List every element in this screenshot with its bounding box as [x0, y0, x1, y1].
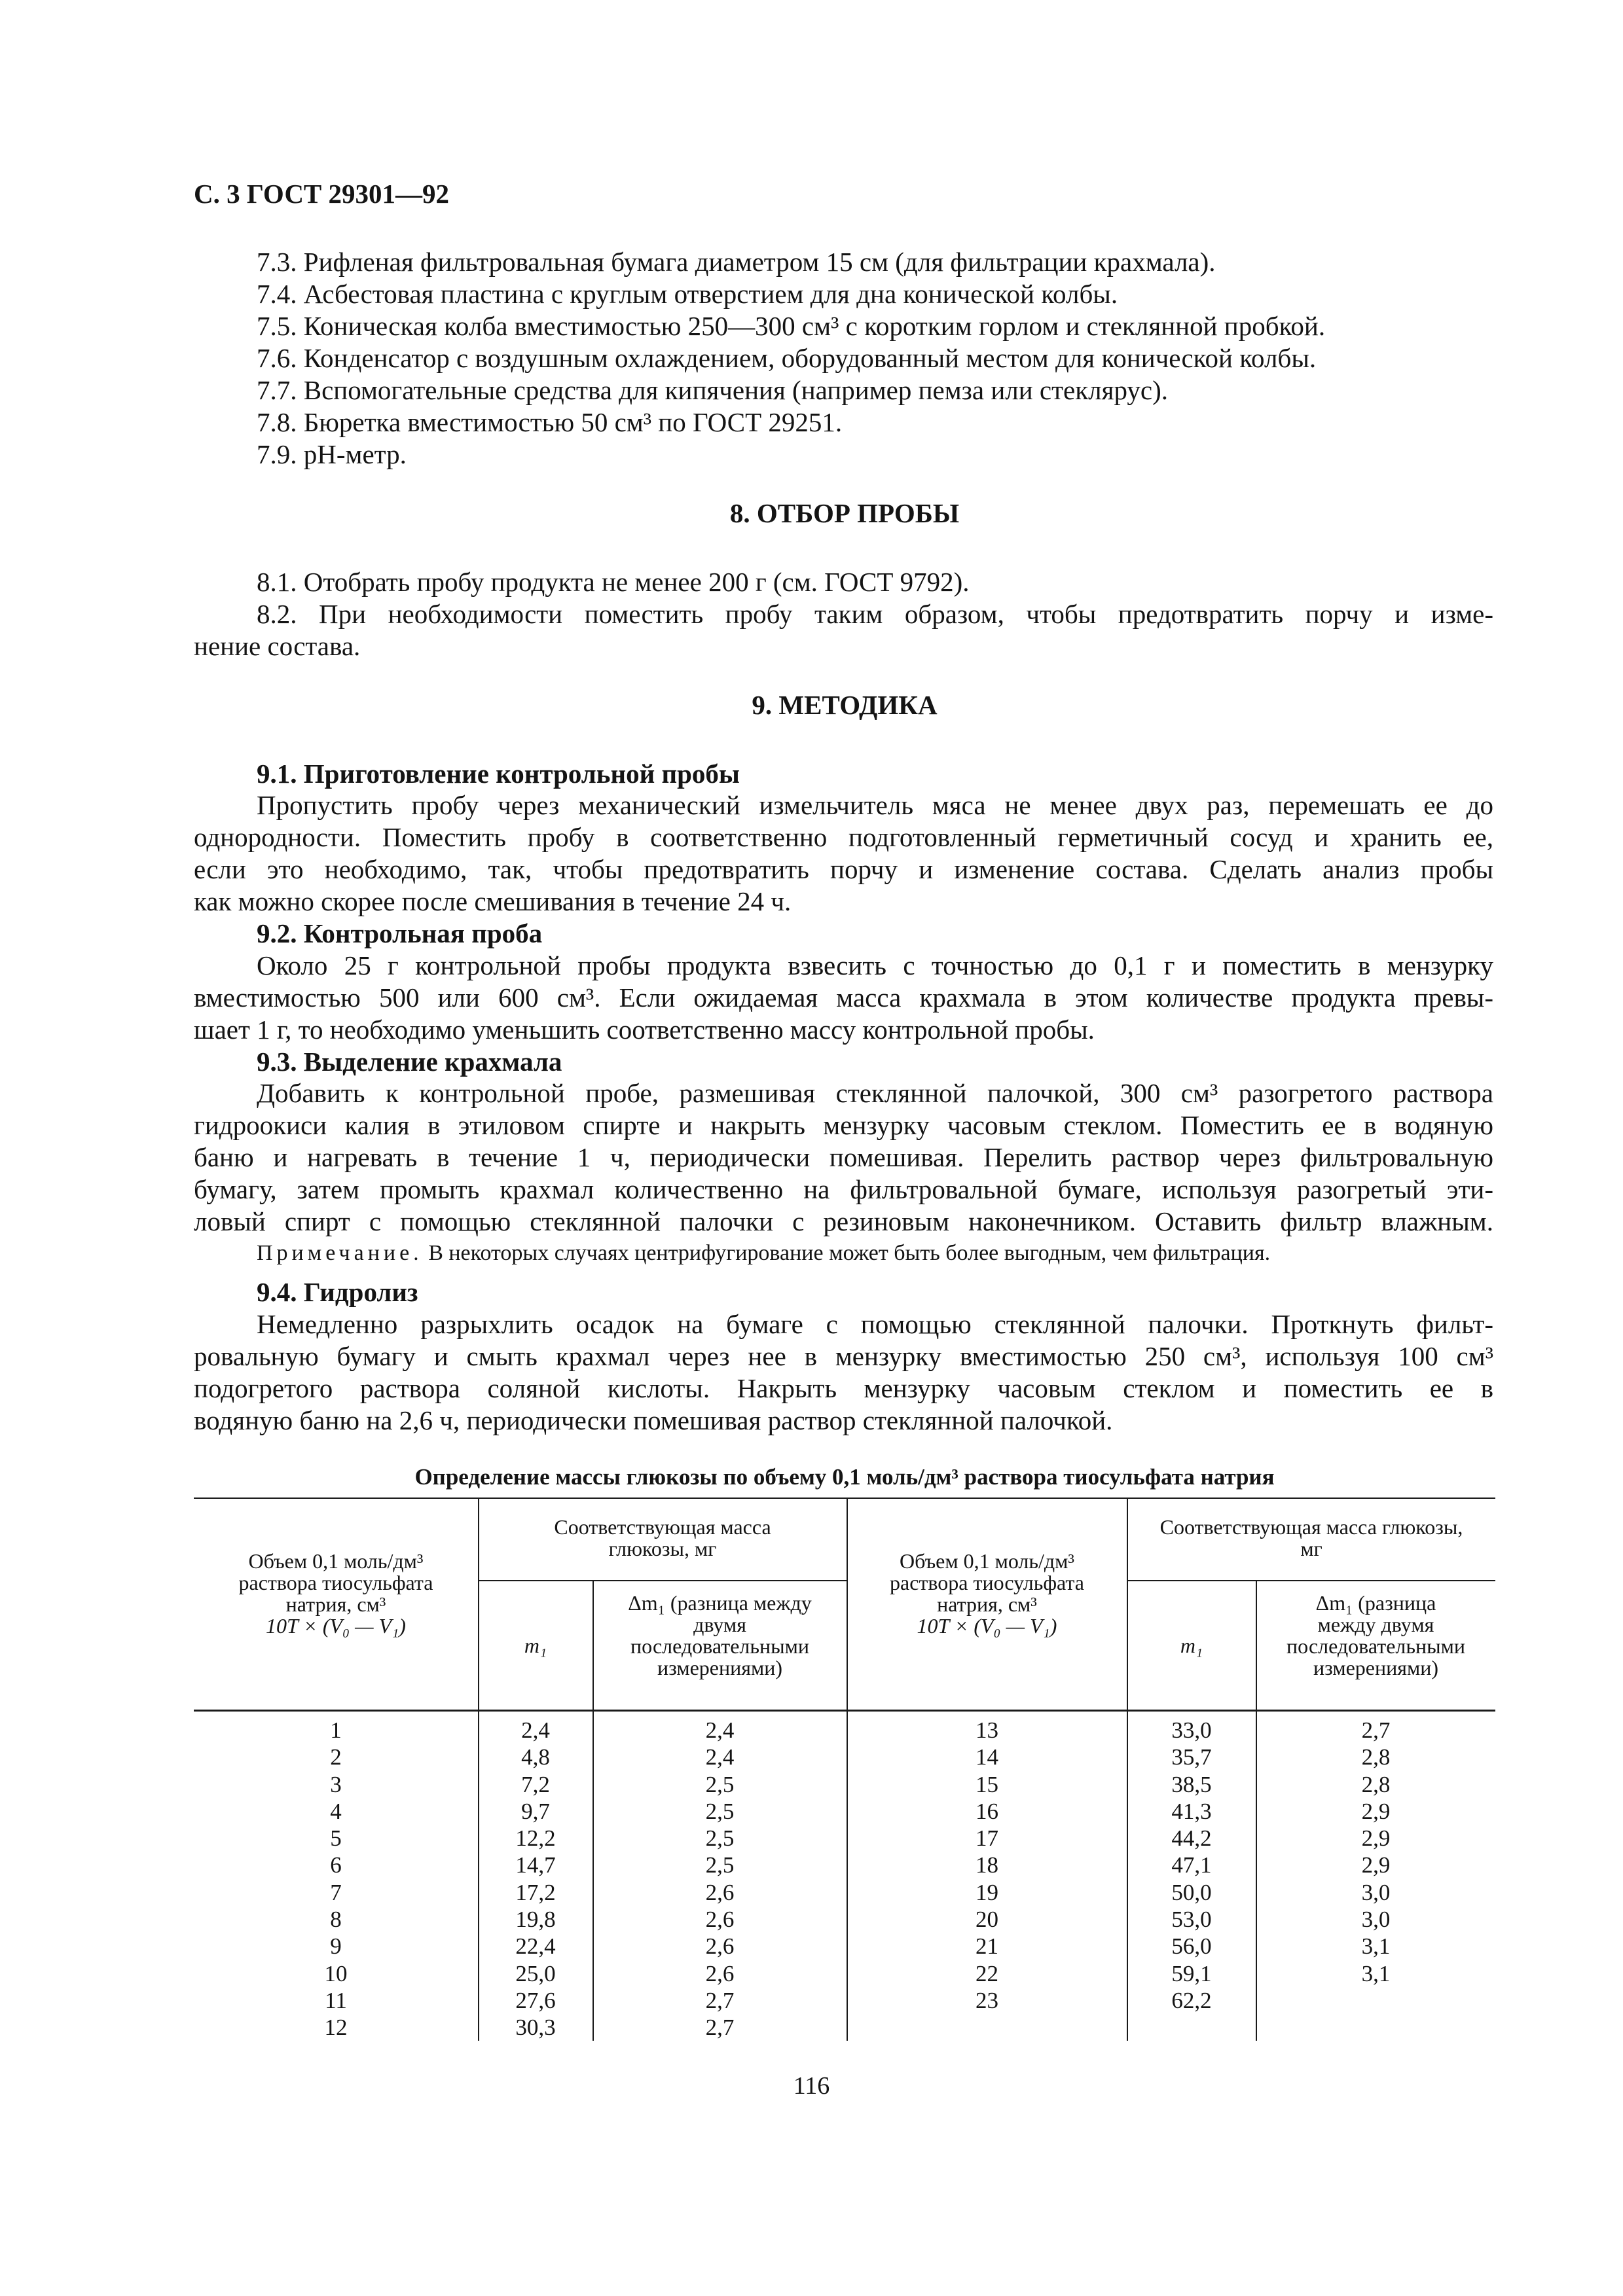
- header-volume-right: Объем 0,1 моль/дм³ раствора тиосульфата натрия, см³ 10T × (V₀ — V₁): [889, 1549, 1084, 1638]
- note: [257, 1241, 1270, 1266]
- table-subheader-rule-right: [1127, 1580, 1495, 1581]
- subsection-9-4-line: ровальную бумагу и смыть крахмал через нее в мензурку вместимостью 250 см³, используя 100 см³: [194, 1341, 1493, 1371]
- subsection-9-3-line: Добавить к контрольной пробе, размешивая стеклянной палочкой, 300 см³ разогретого раствора: [257, 1078, 1493, 1108]
- table-cell: 30,3: [515, 2015, 556, 2041]
- table-cell: 10: [324, 1960, 348, 1986]
- table-cell: 2,5: [705, 1771, 735, 1797]
- table-cell: 17: [976, 1825, 998, 1852]
- table-cell: 4,8: [521, 1744, 550, 1770]
- item-7-3: 7.3. Рифленая фильтровальная бумага диаметром 15 см (для фильтрации крахмала).: [257, 247, 1216, 277]
- table-cell: 1: [330, 1717, 342, 1743]
- table-cell: 19,8: [515, 1907, 556, 1933]
- table-cell: 41,3: [1171, 1798, 1212, 1824]
- note-text: В некоторых случаях центрифугирование может быть более выгодным, чем фильтрация.: [422, 1241, 1271, 1265]
- table-cell: 3,1: [1361, 1933, 1391, 1960]
- table-cell: 44,2: [1171, 1825, 1212, 1852]
- table-cell: 9,7: [521, 1798, 550, 1824]
- table-cell: 2,5: [705, 1825, 735, 1852]
- table-cell: 50,0: [1171, 1879, 1212, 1905]
- table-cell: 2,6: [705, 1907, 735, 1933]
- subsection-9-2-line: шает 1 г, то необходимо уменьшить соответственно массу контрольной пробы.: [194, 1014, 1095, 1045]
- section-8-2-line1: 8.2. При необходимости поместить пробу таким образом, чтобы предотвратить порчу и изме-: [257, 599, 1493, 629]
- table-subheader-rule-left: [479, 1580, 847, 1581]
- page-number: 116: [793, 2072, 830, 2100]
- table-cell: 2,5: [705, 1798, 735, 1824]
- table-cell: 3,0: [1361, 1907, 1391, 1933]
- table-cell: 4: [330, 1798, 342, 1824]
- subsection-9-4-line: подогретого раствора соляной кислоты. Накрыть мензурку часовым стеклом и поместить ее в: [194, 1373, 1493, 1403]
- table-cell: 59,1: [1171, 1960, 1212, 1986]
- item-7-9: 7.9. рН-метр.: [257, 439, 407, 469]
- subsection-9-3-line: баню и нагревать в течение 1 ч, периодически помешивая. Перелить раствор через фильтровальную: [194, 1142, 1493, 1172]
- header-mass-right: Соответствующая масса глюкозы, мг: [1159, 1515, 1463, 1560]
- header-dm1-right: Δm₁ (разница между двумя последовательными измерениями): [1286, 1591, 1465, 1679]
- item-7-6: 7.6. Конденсатор с воздушным охлаждением, оборудованный местом для конической колбы.: [257, 343, 1317, 373]
- table-caption: Определение массы глюкозы по объему 0,1 моль/дм³ раствора тиосульфата натрия: [414, 1464, 1275, 1490]
- table-cell: 2,4: [521, 1717, 550, 1743]
- table-cell: 33,0: [1171, 1717, 1212, 1743]
- table-cell: 21: [976, 1933, 998, 1960]
- header-dm1-left: Δm₁ (разница между двумя последовательными измерениями): [628, 1591, 812, 1679]
- subsection-9-2-title: 9.2. Контрольная проба: [257, 918, 543, 948]
- table-cell: 27,6: [515, 1987, 556, 2013]
- subsection-9-4-line: Немедленно разрыхлить осадок на бумаге с помощью стеклянной палочки. Проткнуть фильт-: [257, 1309, 1493, 1339]
- column-volume-right: [847, 1717, 1127, 2014]
- section-8-title: 8. ОТБОР ПРОБЫ: [729, 498, 960, 528]
- column-m1-right: [1127, 1717, 1256, 2014]
- subsection-9-2-line: вместимостью 500 или 600 см³. Если ожидаемая масса крахмала в этом количестве продукта превы-: [194, 982, 1493, 1013]
- subsection-9-1-line: однородности. Поместить пробу в соответственно подготовленный герметичный сосуд и хранить ее,: [194, 822, 1493, 852]
- table-cell: 2,9: [1361, 1825, 1391, 1852]
- section-9-title: 9. МЕТОДИКА: [752, 690, 938, 720]
- table-cell: 15: [976, 1771, 998, 1797]
- table-header-rule: [194, 1710, 1495, 1712]
- section-8-2-line2: нение состава.: [194, 631, 361, 661]
- table-cell: 2,7: [705, 2015, 735, 2041]
- table-cell: 47,1: [1171, 1852, 1212, 1878]
- subsection-9-2-line: Около 25 г контрольной пробы продукта взвесить с точностью до 0,1 г и поместить в мензурку: [257, 950, 1493, 980]
- table-cell: 7: [330, 1879, 342, 1905]
- subsection-9-1-line: как можно скорее после смешивания в течение 24 ч.: [194, 886, 792, 916]
- table-cell: 20: [976, 1907, 998, 1933]
- table-cell: 2,9: [1361, 1798, 1391, 1824]
- table-cell: 14: [976, 1744, 998, 1770]
- table-cell: 62,2: [1171, 1987, 1212, 2013]
- table-cell: 6: [330, 1852, 342, 1878]
- table-cell: 23: [976, 1987, 998, 2013]
- subsection-9-3-title: 9.3. Выделение крахмала: [257, 1047, 562, 1077]
- table-cell: 3: [330, 1771, 342, 1797]
- subsection-9-3-line: ловый спирт с помощью стеклянной палочки с резиновым наконечником. Оставить фильтр влажным.: [194, 1206, 1493, 1236]
- table-cell: 17,2: [515, 1879, 556, 1905]
- table-cell: 25,0: [515, 1960, 556, 1986]
- table-cell: 5: [330, 1825, 342, 1852]
- table-cell: 2,6: [705, 1960, 735, 1986]
- table-cell: 12: [324, 2015, 348, 2041]
- note-label: Примечание.: [257, 1241, 423, 1265]
- table-cell: 12,2: [515, 1825, 556, 1852]
- header-m1-right: m₁: [1180, 1634, 1203, 1657]
- table-top-rule: [194, 1498, 1495, 1499]
- table-cell: 2,8: [1361, 1744, 1391, 1770]
- item-7-7: 7.7. Вспомогательные средства для кипячения (например пемза или стеклярус).: [257, 375, 1169, 405]
- header-volume-left: Объем 0,1 моль/дм³ раствора тиосульфата натрия, см³ 10T × (V₀ — V₁): [238, 1549, 433, 1638]
- table-cell: 8: [330, 1907, 342, 1933]
- table-cell: 3,1: [1361, 1960, 1391, 1986]
- item-7-4: 7.4. Асбестовая пластина с круглым отверстием для дна конической колбы.: [257, 279, 1118, 309]
- table-cell: 53,0: [1171, 1907, 1212, 1933]
- table-cell: 13: [976, 1717, 998, 1743]
- item-7-8: 7.8. Бюретка вместимостью 50 см³ по ГОСТ 29251.: [257, 407, 843, 437]
- table-cell: 2,6: [705, 1933, 735, 1960]
- column-m1-left: [479, 1717, 593, 2041]
- header-m1-left: m₁: [524, 1634, 547, 1657]
- table-cell: 2,4: [705, 1717, 735, 1743]
- subsection-9-1-line: если это необходимо, так, чтобы предотвратить порчу и изменение состава. Сделать анализ пробы: [194, 854, 1493, 884]
- table-cell: 2,7: [1361, 1717, 1391, 1743]
- table-cell: 2,6: [705, 1879, 735, 1905]
- table-cell: 18: [976, 1852, 998, 1878]
- table-cell: 2,8: [1361, 1771, 1391, 1797]
- table-cell: 2,9: [1361, 1852, 1391, 1878]
- table-cell: 22,4: [515, 1933, 556, 1960]
- column-dm1-left: [593, 1717, 847, 2041]
- table-cell: 16: [976, 1798, 998, 1824]
- subsection-9-3-line: гидроокиси калия в этиловом спирте и накрыть мензурку часовым стеклом. Поместить ее в водяную: [194, 1110, 1493, 1140]
- table-cell: 38,5: [1171, 1771, 1212, 1797]
- subsection-9-4-title: 9.4. Гидролиз: [257, 1277, 418, 1307]
- table-cell: 2,4: [705, 1744, 735, 1770]
- header-mass-left: Соответствующая масса глюкозы, мг: [554, 1515, 771, 1560]
- table-cell: 22: [976, 1960, 998, 1986]
- subsection-9-1-line: Пропустить пробу через механический измельчитель мяса не менее двух раз, перемешать ее до: [257, 790, 1493, 820]
- item-7-5: 7.5. Коническая колба вместимостью 250—300 см³ с коротким горлом и стеклянной пробкой.: [257, 311, 1326, 341]
- table-cell: 56,0: [1171, 1933, 1212, 1960]
- table-cell: 3,0: [1361, 1879, 1391, 1905]
- column-volume-left: [194, 1717, 478, 2041]
- document-header: С. 3 ГОСТ 29301—92: [194, 179, 450, 209]
- table-cell: 7,2: [521, 1771, 550, 1797]
- table-cell: 11: [325, 1987, 347, 2013]
- subsection-9-3-line: бумагу, затем промыть крахмал количественно на фильтровальной бумаге, используя разогретый эти-: [194, 1174, 1493, 1204]
- table-cell: 9: [330, 1933, 342, 1960]
- table-cell: 35,7: [1171, 1744, 1212, 1770]
- table-cell: 2: [330, 1744, 342, 1770]
- table-cell: 19: [976, 1879, 998, 1905]
- table-cell: 2,7: [705, 1987, 735, 2013]
- subsection-9-4-line: водяную баню на 2,6 ч, периодически помешивая раствор стеклянной палочкой.: [194, 1405, 1113, 1435]
- table-cell: 14,7: [515, 1852, 556, 1878]
- subsection-9-1-title: 9.1. Приготовление контрольной пробы: [257, 759, 740, 789]
- table-cell: 2,5: [705, 1852, 735, 1878]
- column-dm1-right: [1256, 1717, 1495, 1987]
- section-8-1: 8.1. Отобрать пробу продукта не менее 200 г (см. ГОСТ 9792).: [257, 567, 970, 597]
